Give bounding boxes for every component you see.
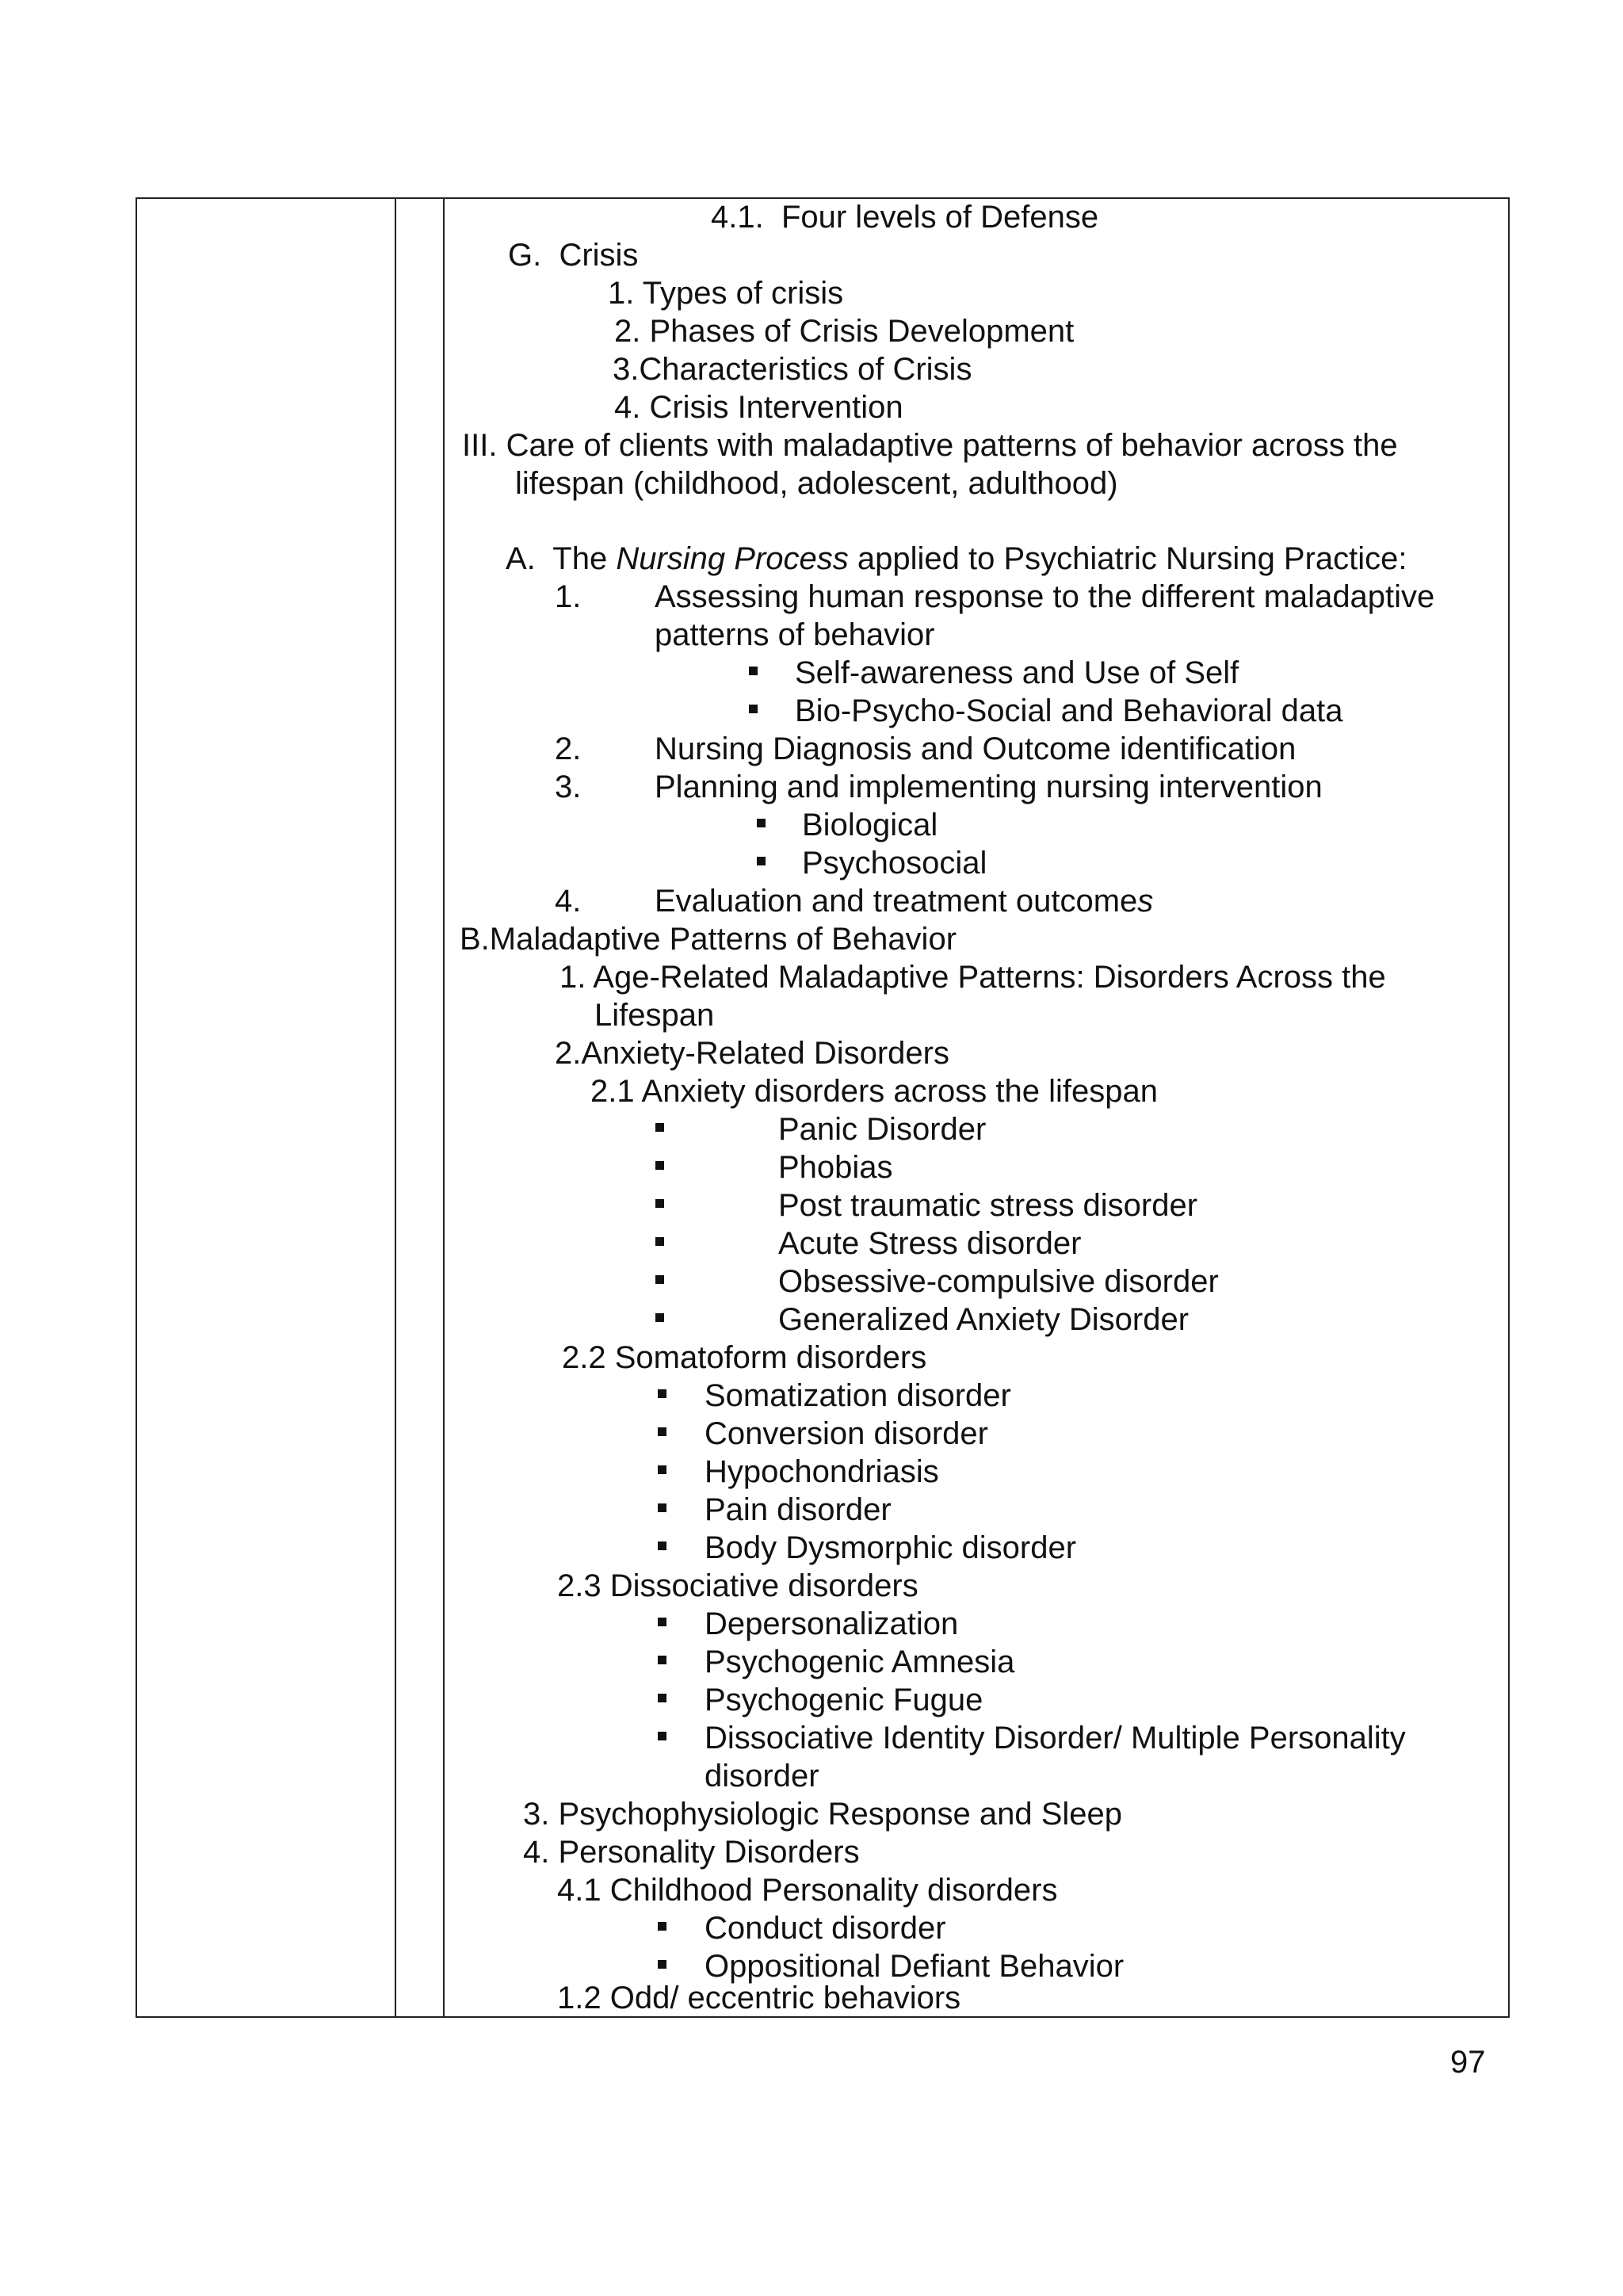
outline-line: Lifespan: [594, 998, 715, 1033]
outline-line: Conduct disorder: [705, 1911, 946, 1946]
bullet-icon: [658, 1960, 666, 1969]
outline-line: Panic Disorder: [778, 1112, 987, 1147]
outline-line: patterns of behavior: [655, 617, 935, 652]
outline-line: Hypochondriasis: [705, 1454, 939, 1489]
outline-line: 2. Phases of Crisis Development: [614, 314, 1075, 349]
outline-line: Acute Stress disorder: [778, 1226, 1082, 1261]
bullet-icon: [658, 1503, 666, 1512]
outline-line: 4.: [555, 884, 582, 919]
bullet-icon: [757, 819, 766, 827]
bullet-icon: [658, 1694, 666, 1702]
bullet-icon: [749, 667, 758, 675]
outline-line: Conversion disorder: [705, 1416, 988, 1451]
outline-line: Post traumatic stress disorder: [778, 1188, 1198, 1223]
page-number: 97: [1450, 2045, 1486, 2080]
column-divider-2: [443, 199, 445, 2016]
outline-line: Oppositional Defiant Behavior: [705, 1949, 1125, 1984]
outline-line: 1. Age-Related Maladaptive Patterns: Disorders Across the: [559, 960, 1386, 995]
outline-line: Self-awareness and Use of Self: [795, 655, 1239, 690]
outline-line: Evaluation and treatment outcomes: [655, 884, 1154, 919]
bullet-icon: [757, 857, 766, 865]
outline-line: lifespan (childhood, adolescent, adulthood): [515, 466, 1118, 501]
bullet-icon: [658, 1618, 666, 1626]
outline-line: Planning and implementing nursing intervention: [655, 770, 1323, 804]
outline-line: A. The Nursing Process applied to Psychiatric Nursing Practice:: [506, 541, 1407, 576]
bullet-icon: [655, 1237, 664, 1246]
outline-line: Assessing human response to the different maladaptive: [655, 579, 1435, 614]
bullet-icon: [658, 1732, 666, 1740]
outline-line: 3. Psychophysiologic Response and Sleep: [523, 1797, 1123, 1832]
bullet-icon: [655, 1275, 664, 1284]
outline-line: 2.3 Dissociative disorders: [557, 1568, 918, 1603]
outline-line: 2.Anxiety-Related Disorders: [555, 1036, 949, 1071]
outline-line: 2.: [555, 732, 582, 766]
bullet-icon: [658, 1656, 666, 1664]
outline-line: disorder: [705, 1759, 819, 1794]
outline-line: Nursing Diagnosis and Outcome identification: [655, 732, 1296, 766]
bullet-icon: [658, 1541, 666, 1550]
outline-line: 2.2 Somatoform disorders: [562, 1340, 927, 1375]
outline-line: Psychosocial: [802, 846, 987, 881]
bullet-icon: [749, 705, 758, 713]
bullet-icon: [658, 1922, 666, 1931]
outline-line: Body Dysmorphic disorder: [705, 1530, 1077, 1565]
bullet-icon: [655, 1199, 664, 1208]
outline-line: 4. Crisis Intervention: [614, 390, 903, 425]
outline-line: Biological: [802, 808, 938, 842]
outline-line: Depersonalization: [705, 1606, 959, 1641]
outline-line: Psychogenic Amnesia: [705, 1645, 1015, 1679]
outline-line: 3.Characteristics of Crisis: [613, 352, 972, 387]
bullet-icon: [658, 1389, 666, 1398]
outline-line: III. Care of clients with maladaptive patterns of behavior across the: [462, 428, 1398, 463]
outline-line: 1.: [555, 579, 582, 614]
outline-line: 4.1 Childhood Personality disorders: [557, 1873, 1058, 1908]
outline-line: B.Maladaptive Patterns of Behavior: [460, 922, 957, 957]
outline-line: Obsessive-compulsive disorder: [778, 1264, 1219, 1299]
outline-line: 3.: [555, 770, 582, 804]
outline-line: 1. Types of crisis: [608, 276, 844, 311]
outline-line: Dissociative Identity Disorder/ Multiple Personality: [705, 1721, 1406, 1755]
bullet-icon: [655, 1313, 664, 1322]
outline-line: Bio-Psycho-Social and Behavioral data: [795, 693, 1343, 728]
outline-line: Phobias: [778, 1150, 893, 1185]
bullet-icon: [658, 1465, 666, 1474]
outline-line: 4.1. Four levels of Defense: [711, 200, 1099, 235]
bullet-icon: [655, 1161, 664, 1170]
outline-line: 2.1 Anxiety disorders across the lifespan: [590, 1074, 1158, 1109]
outline-line: Pain disorder: [705, 1492, 892, 1527]
outline-line: Generalized Anxiety Disorder: [778, 1302, 1190, 1337]
outline-line: 1.2 Odd/ eccentric behaviors: [557, 1981, 961, 2015]
outline-line: Psychogenic Fugue: [705, 1683, 983, 1717]
outline-line: G. Crisis: [508, 238, 639, 273]
bullet-icon: [658, 1427, 666, 1436]
column-divider-1: [395, 199, 396, 2016]
bullet-icon: [655, 1123, 664, 1132]
outline-line: 4. Personality Disorders: [523, 1835, 860, 1870]
outline-line: Somatization disorder: [705, 1378, 1011, 1413]
